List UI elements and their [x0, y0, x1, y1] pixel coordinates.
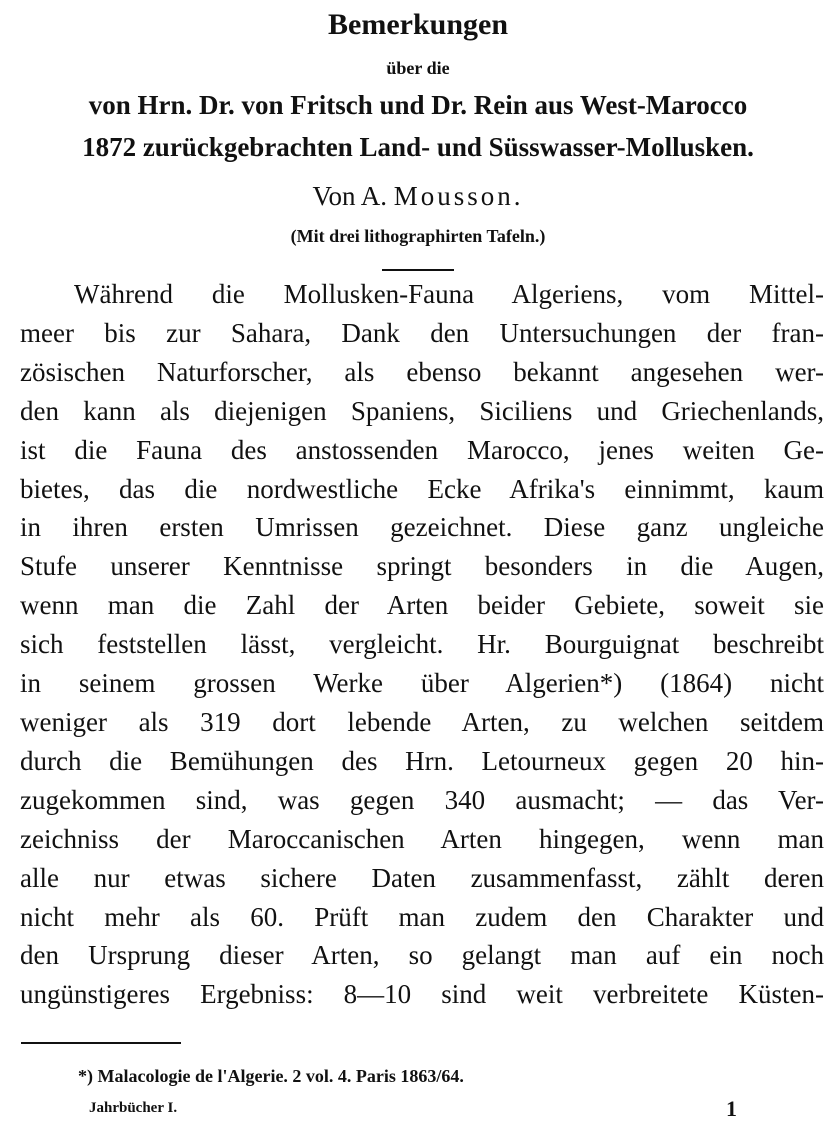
footnote: *) Malacologie de l'Algerie. 2 vol. 4. Paris 1863/64.	[78, 1066, 464, 1086]
body-line: Stufe unserer Kenntnisse springt besonders in die Augen,	[20, 551, 824, 582]
author-name: Mousson.	[393, 181, 524, 211]
body-line: zösischen Naturforscher, als ebenso bekannt angesehen wer-	[20, 356, 824, 387]
body-line: Während die Mollusken-Fauna Algeriens, vom Mittel-	[74, 279, 824, 309]
title-divider	[382, 269, 454, 271]
body-line: ist die Fauna des anstossenden Marocco, jenes weiten Ge-	[20, 434, 824, 465]
body-text	[20, 275, 824, 1014]
body-line: zeichniss der Maroccanischen Arten hingegen, wenn man	[20, 823, 824, 854]
body-line: durch die Bemühungen des Hrn. Letourneux gegen 20 hin-	[20, 745, 824, 776]
body-line: alle nur etwas sichere Daten zusammenfasst, zählt deren	[20, 862, 824, 893]
author-prefix: Von A.	[312, 181, 387, 211]
page-number: 1	[726, 1096, 737, 1121]
page-title: Bemerkungen	[328, 8, 508, 41]
body-line: den Ursprung dieser Arten, so gelangt man auf ein noch	[20, 940, 824, 971]
heading-line-1: von Hrn. Dr. von Fritsch und Dr. Rein aus West-Marocco	[88, 90, 748, 120]
author-line	[0, 181, 836, 212]
body-line: weniger als 319 dort lebende Arten, zu welchen seitdem	[20, 706, 824, 737]
body-line: nicht mehr als 60. Prüft man zudem den Charakter und	[20, 901, 824, 932]
body-line: bietes, das die nordwestliche Ecke Afrika's einnimmt, kaum	[20, 473, 824, 504]
running-footer: Jahrbücher I.	[89, 1100, 178, 1116]
body-line: in ihren ersten Umrissen gezeichnet. Diese ganz ungleiche	[20, 512, 824, 543]
subtitle: über die	[386, 58, 450, 78]
body-line: zugekommen sind, was gegen 340 ausmacht; — das Ver-	[20, 784, 824, 815]
body-line: in seinem grossen Werke über Algerien*) (1864) nicht	[20, 668, 824, 699]
body-line: sich feststellen lässt, vergleicht. Hr. Bourguignat beschreibt	[20, 629, 824, 660]
body-line: wenn man die Zahl der Arten beider Gebiete, soweit sie	[20, 590, 824, 621]
body-line: ungünstigeres Ergebniss: 8—10 sind weit verbreitete Küsten-	[20, 979, 824, 1010]
footnote-divider	[21, 1042, 181, 1044]
body-line: den kann als diejenigen Spaniens, Siciliens und Griechenlands,	[20, 395, 824, 426]
heading-line-2: 1872 zurückgebrachten Land- und Süsswasser-Mollusken.	[82, 132, 754, 162]
body-line: meer bis zur Sahara, Dank den Untersuchungen der fran-	[20, 317, 824, 348]
plates-note: (Mit drei lithographirten Tafeln.)	[290, 226, 546, 246]
